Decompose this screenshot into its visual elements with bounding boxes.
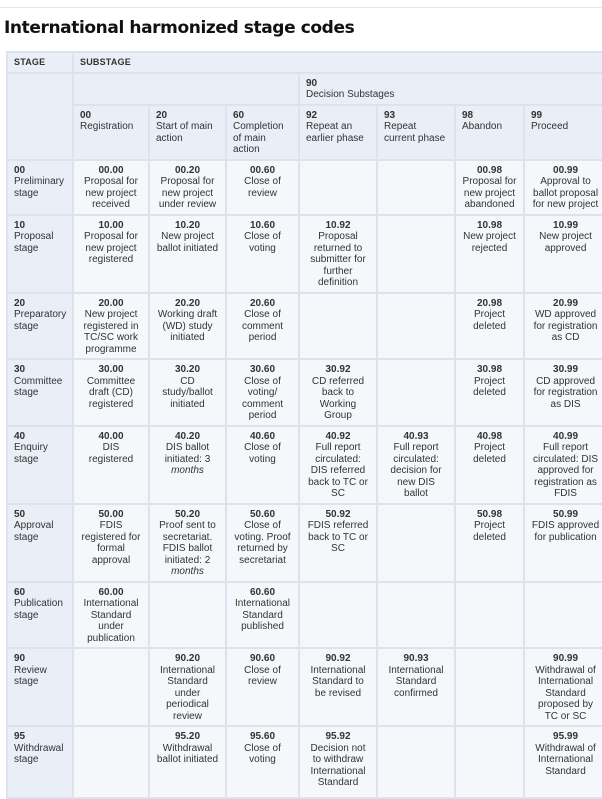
- table-row: [7, 504, 602, 582]
- substage-header-99: [524, 105, 602, 160]
- substage-cell: [149, 215, 226, 293]
- substage-header-60: [226, 105, 299, 160]
- substage-cell: [377, 359, 455, 426]
- substage-cell: [455, 160, 524, 215]
- stage-code: 30: [14, 364, 26, 375]
- substage-cell-code: 60.60: [249, 586, 276, 598]
- decision-group-code: 90: [306, 77, 318, 89]
- substage-cell: [73, 160, 149, 215]
- substage-cell-code: 40.20: [174, 430, 201, 442]
- substage-cell-description: CD study/ballot initiated: [162, 375, 213, 410]
- substage-cell-description: Close of voting: [244, 231, 281, 254]
- duration-unit: months: [171, 465, 204, 476]
- header-row-3: [7, 105, 602, 160]
- stage-cell: [7, 648, 73, 726]
- substage-label: Repeat an earlier phase: [306, 121, 364, 144]
- substage-cell-code: 40.99: [553, 430, 579, 442]
- substage-cell: [299, 726, 377, 798]
- stage-code: 90: [14, 653, 26, 664]
- header-row-1: [7, 52, 602, 73]
- substage-cell-code: 20.98: [476, 297, 503, 309]
- substage-cell: [73, 582, 149, 649]
- substage-cell-code: 40.60: [249, 430, 276, 442]
- header-row-2: [7, 73, 602, 105]
- substage-cell: [299, 160, 377, 215]
- stage-column-header: STAGE: [7, 52, 73, 73]
- stage-label: Approval stage: [14, 520, 54, 543]
- substage-code: 98: [462, 109, 474, 121]
- substage-cell: [149, 160, 226, 215]
- substage-cell-code: 90.99: [553, 653, 579, 664]
- table-row: [7, 359, 602, 426]
- substage-cell-code: 40.92: [325, 430, 351, 442]
- substage-label: Completion of main action: [233, 121, 284, 155]
- substage-cell-description: DIS registered: [88, 442, 134, 465]
- substage-cell-code: 30.98: [476, 364, 503, 375]
- substage-cell-code: 50.00: [98, 508, 124, 520]
- substage-cell-description: Approval to ballot proposal for new project: [532, 176, 599, 210]
- substage-cell: [455, 359, 524, 426]
- substage-cell: [377, 293, 455, 360]
- table-body: [7, 160, 602, 799]
- substage-cell-description: Proposal for new project registered: [84, 231, 138, 265]
- substage-cell-description: International Standard published: [234, 598, 291, 632]
- substage-header-20: [149, 105, 226, 160]
- substage-cell-code: 10.92: [325, 219, 351, 231]
- substage-cell-description: Decision not to withdraw International Standard: [310, 742, 366, 788]
- substage-cell: [226, 726, 299, 798]
- substage-cell-code: 50.98: [476, 508, 503, 520]
- substage-cell-code: 90.92: [325, 653, 351, 664]
- stage-cell: [7, 504, 73, 582]
- stage-header-spacer: [7, 73, 73, 160]
- substage-cell: [226, 359, 299, 426]
- substage-cell-description: FDIS approved for publication: [531, 520, 600, 543]
- substage-cell: [73, 359, 149, 426]
- substage-label: Repeat current phase: [384, 121, 446, 144]
- substage-cell-description: Project deleted: [473, 520, 506, 543]
- substage-cell: [149, 726, 226, 798]
- substage-cell-code: 30.99: [553, 364, 579, 375]
- substage-cell-description: International Standard to be revised: [310, 664, 366, 699]
- table-row: [7, 426, 602, 504]
- substage-cell-code: 90.93: [403, 653, 429, 664]
- substage-cell: [226, 160, 299, 215]
- substage-cell-code: 50.20: [174, 508, 201, 520]
- substage-label: Proceed: [531, 121, 569, 132]
- table-row: [7, 582, 602, 649]
- substage-cell-description: Close of voting/ comment period: [241, 375, 284, 421]
- substage-code: 99: [531, 109, 543, 121]
- substage-cell: [149, 648, 226, 726]
- substage-cell-description: Close of voting: [244, 742, 281, 765]
- substage-cell: [455, 215, 524, 293]
- substage-cell: [524, 582, 602, 649]
- substage-label: Start of main action: [156, 121, 213, 144]
- stage-code: 00: [14, 164, 26, 176]
- substage-cell: [73, 293, 149, 360]
- substage-cell: [377, 504, 455, 582]
- substage-cell: [455, 648, 524, 726]
- substage-cell-code: 00.20: [174, 164, 201, 176]
- substage-cell-description: International Standard confirmed: [388, 664, 444, 699]
- substage-cell-description: DIS ballot initiated: 3: [164, 442, 211, 465]
- substage-cell-description: Committee draft (CD) registered: [86, 375, 136, 410]
- substage-cell: [73, 648, 149, 726]
- stage-label: Preliminary stage: [14, 176, 65, 199]
- substage-code: 20: [156, 109, 168, 121]
- substage-cell-code: 00.98: [476, 164, 503, 176]
- substage-cell: [299, 293, 377, 360]
- substage-cell-code: 00.99: [553, 164, 579, 176]
- top-divider: [0, 7, 602, 8]
- substage-code: 00: [80, 109, 92, 121]
- substage-cell-description: WD approved for registration as CD: [533, 309, 598, 343]
- substage-cell-description: Proposal for new project under review: [158, 176, 217, 210]
- stage-code: 20: [14, 297, 26, 309]
- substage-cell: [299, 215, 377, 293]
- substage-cell-code: 20.60: [249, 297, 276, 309]
- substage-code: 92: [306, 109, 318, 121]
- substage-cell-code: 90.60: [249, 653, 276, 664]
- table-row: [7, 648, 602, 726]
- substage-cell-description: Withdrawal of International Standard proposed by TC or SC: [535, 664, 596, 722]
- stage-label: Preparatory stage: [14, 309, 67, 332]
- stage-label: Publication stage: [14, 598, 63, 621]
- substage-cell-code: 95.60: [249, 731, 276, 742]
- substage-cell-description: Working draft (WD) study initiated: [157, 309, 218, 343]
- substage-cell: [524, 426, 602, 504]
- stage-label: Review stage: [14, 664, 47, 687]
- substage-cell-description: Proposal for new project received: [84, 176, 138, 210]
- substage-label: Registration: [80, 121, 134, 132]
- substage-cell-description: Close of voting: [244, 442, 281, 465]
- substage-cell-description: Project deleted: [473, 442, 506, 465]
- substage-cell: [73, 215, 149, 293]
- substage-cell-code: 00.00: [98, 164, 124, 176]
- substage-cell-code: 30.92: [325, 364, 351, 375]
- substage-cell-description: Withdrawal ballot initiated: [156, 742, 219, 765]
- substage-cell: [377, 160, 455, 215]
- substage-cell-code: 30.00: [98, 364, 124, 375]
- substage-cell-code: 10.60: [249, 219, 276, 231]
- substage-cell-description: New project rejected: [463, 231, 516, 254]
- substage-cell: [149, 582, 226, 649]
- stage-label: Proposal stage: [14, 231, 54, 254]
- substage-cell-code: 10.98: [476, 219, 503, 231]
- substage-cell: [226, 426, 299, 504]
- substage-cell: [377, 426, 455, 504]
- substage-cell: [524, 215, 602, 293]
- substage-cell: [455, 293, 524, 360]
- substage-cell-code: 10.99: [553, 219, 579, 231]
- substage-cell-description: International Standard under periodical review: [159, 664, 216, 722]
- substage-cell-description: New project approved: [539, 231, 592, 254]
- stage-code: 95: [14, 731, 26, 742]
- table-row: [7, 160, 602, 215]
- substage-cell: [455, 426, 524, 504]
- substage-cell-code: 10.00: [98, 219, 124, 231]
- stage-cell: [7, 293, 73, 360]
- substage-label: Abandon: [462, 121, 503, 132]
- substage-cell: [524, 293, 602, 360]
- substage-cell-description: FDIS referred back to TC or SC: [307, 520, 369, 554]
- substage-cell-description: Close of review: [244, 176, 281, 199]
- substage-cell: [455, 504, 524, 582]
- stage-cell: [7, 582, 73, 649]
- substage-cell: [524, 504, 602, 582]
- substage-cell: [299, 582, 377, 649]
- substage-cell: [524, 160, 602, 215]
- substage-cell-code: 30.20: [174, 364, 201, 375]
- substage-cell-code: 20.99: [553, 297, 579, 309]
- stage-cell: [7, 359, 73, 426]
- substage-cell: [299, 426, 377, 504]
- substage-cell-description: Full report circulated: DIS approved for registration as FDIS: [533, 442, 599, 499]
- page-title: International harmonized stage codes: [4, 18, 355, 38]
- substage-cell: [377, 582, 455, 649]
- substage-group-spacer: [73, 73, 299, 105]
- substage-cell: [524, 648, 602, 726]
- substage-cell-code: 40.93: [403, 430, 429, 442]
- substage-header-00: [73, 105, 149, 160]
- stage-code: 10: [14, 219, 26, 231]
- substage-cell-code: 20.20: [174, 297, 201, 309]
- stage-cell: [7, 215, 73, 293]
- substage-cell-code: 90.20: [174, 653, 201, 664]
- substage-cell: [524, 359, 602, 426]
- stage-code: 50: [14, 508, 26, 520]
- substage-cell: [377, 215, 455, 293]
- substage-cell-code: 30.60: [249, 364, 276, 375]
- substage-cell-description: CD referred back to Working Group: [311, 375, 365, 421]
- substage-header-98: [455, 105, 524, 160]
- substage-cell-code: 95.20: [174, 731, 201, 742]
- substage-cell: [73, 504, 149, 582]
- stage-cell: [7, 160, 73, 215]
- substage-cell-description: Close of comment period: [241, 309, 284, 343]
- stage-code: 40: [14, 430, 26, 442]
- substage-cell-description: New project registered in TC/SC work programme: [83, 309, 139, 355]
- stage-label: Enquiry stage: [14, 442, 48, 465]
- stage-label: Withdrawal stage: [14, 742, 64, 765]
- substage-cell: [226, 582, 299, 649]
- substage-cell: [226, 215, 299, 293]
- substage-cell: [524, 726, 602, 798]
- substage-cell: [73, 726, 149, 798]
- substage-cell-code: 95.99: [553, 731, 579, 742]
- substage-cell-description: Project deleted: [473, 375, 506, 398]
- stage-cell: [7, 726, 73, 798]
- substage-cell-code: 50.60: [249, 508, 276, 520]
- duration-unit: months: [171, 566, 204, 577]
- substage-cell-code: 50.99: [553, 508, 579, 520]
- substage-cell-description: International Standard under publication: [83, 598, 139, 644]
- substage-cell-description: Close of voting. Proof returned by secretariat: [234, 520, 291, 566]
- substage-cell-description: Withdrawal of International Standard: [535, 742, 596, 777]
- substage-cell: [455, 726, 524, 798]
- substage-cell-code: 00.60: [249, 164, 276, 176]
- substage-cell-code: 40.00: [98, 430, 124, 442]
- substage-cell: [226, 504, 299, 582]
- substage-cell: [299, 504, 377, 582]
- substage-cell-description: Full report circulated: DIS referred back to TC or SC: [308, 442, 368, 499]
- substage-cell-description: CD approved for registration as DIS: [533, 375, 598, 410]
- substage-cell-code: 95.92: [325, 731, 351, 742]
- substage-cell-description: Full report circulated: decision for new DIS ballot: [390, 442, 442, 499]
- substage-cell-description: Proof sent to secretariat. FDIS ballot initiated: 2: [159, 520, 216, 566]
- substage-cell: [299, 648, 377, 726]
- substage-cell: [226, 293, 299, 360]
- substage-cell-description: Proposal returned to submitter for further definition: [310, 231, 366, 288]
- substage-cell-description: Proposal for new project abandoned: [462, 176, 517, 210]
- table-row: [7, 726, 602, 798]
- substage-cell: [73, 426, 149, 504]
- substage-column-header: SUBSTAGE: [73, 52, 602, 73]
- table-row: [7, 215, 602, 293]
- substage-code: 93: [384, 109, 396, 121]
- substage-header-93: [377, 105, 455, 160]
- substage-cell-code: 40.98: [476, 430, 503, 442]
- substage-cell-description: Project deleted: [473, 309, 506, 332]
- substage-header-92: [299, 105, 377, 160]
- stage-code: 60: [14, 586, 26, 598]
- substage-cell: [149, 504, 226, 582]
- decision-group-label: Decision Substages: [306, 89, 395, 100]
- substage-cell: [149, 359, 226, 426]
- substage-cell: [149, 293, 226, 360]
- substage-cell: [377, 726, 455, 798]
- substage-code: 60: [233, 109, 245, 121]
- substage-cell-code: 20.00: [98, 297, 124, 309]
- substage-cell-description: FDIS registered for formal approval: [81, 520, 141, 566]
- substage-cell-code: 10.20: [174, 219, 201, 231]
- substage-cell-description: Close of review: [244, 664, 281, 687]
- substage-cell: [299, 359, 377, 426]
- substage-cell-description: New project ballot initiated: [156, 231, 219, 254]
- stage-label: Committee stage: [14, 375, 63, 398]
- substage-cell-code: 50.92: [325, 508, 351, 520]
- substage-cell: [377, 648, 455, 726]
- substage-cell: [455, 582, 524, 649]
- substage-cell: [226, 648, 299, 726]
- stage-cell: [7, 426, 73, 504]
- stage-codes-table: [6, 51, 602, 799]
- substage-cell-code: 60.00: [98, 586, 124, 598]
- substage-cell: [149, 426, 226, 504]
- table-row: [7, 293, 602, 360]
- decision-substages-header: [299, 73, 602, 105]
